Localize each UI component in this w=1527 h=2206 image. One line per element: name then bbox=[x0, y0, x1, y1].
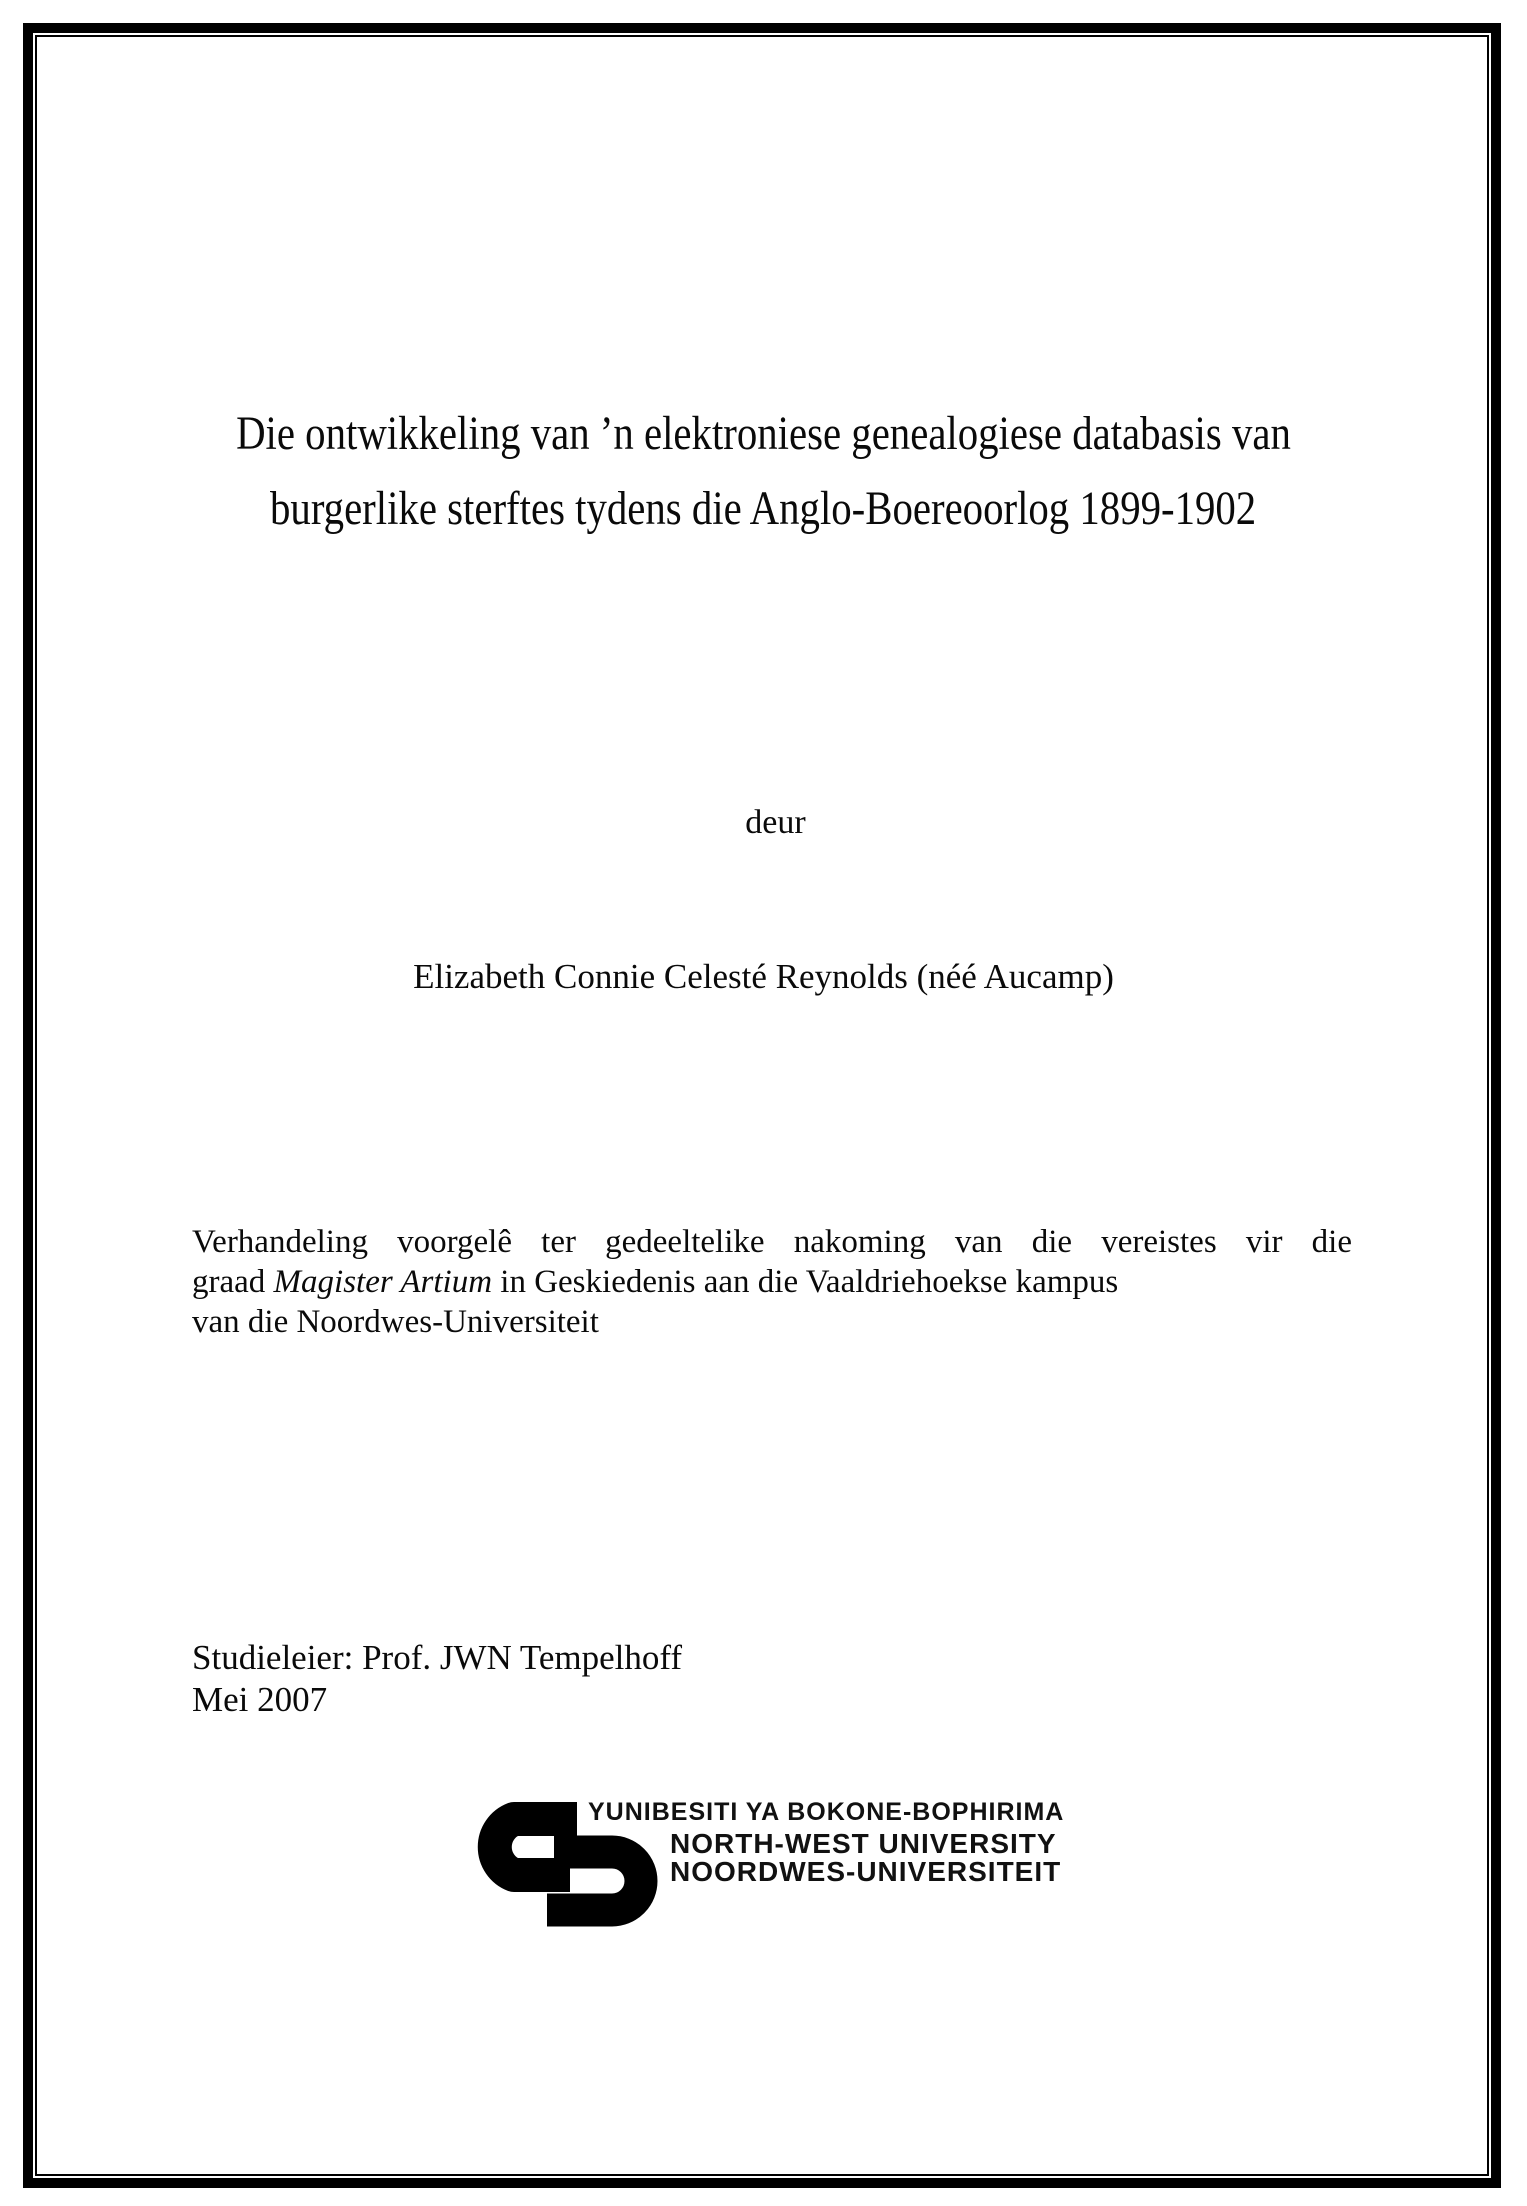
declaration-line-3: van die Noordwes-Universiteit bbox=[192, 1304, 599, 1340]
byline-preposition: deur bbox=[745, 804, 806, 841]
thesis-title-line-1: Die ontwikkeling van ’n elektroniese genealogiese databasis van bbox=[236, 407, 1291, 460]
logo-text-english: NORTH-WEST UNIVERSITY bbox=[670, 1828, 1057, 1859]
thesis-title bbox=[0, 396, 1527, 546]
declaration-line-1: Verhandeling voorgelê ter gedeeltelike nakoming van die vereistes vir die bbox=[192, 1224, 1352, 1260]
supervisor-block bbox=[192, 1637, 682, 1721]
degree-name-italic: Magister Artium bbox=[273, 1264, 493, 1300]
declaration-paragraph bbox=[192, 1222, 1352, 1342]
declaration-line-2 bbox=[192, 1262, 1352, 1302]
declaration-line-2-post: in Geskiedenis aan die Vaaldriehoekse kampus bbox=[492, 1264, 1119, 1300]
declaration-line-2-pre: graad bbox=[192, 1264, 274, 1300]
date-line: Mei 2007 bbox=[192, 1680, 328, 1719]
supervisor-line: Studieleier: Prof. JWN Tempelhoff bbox=[192, 1638, 683, 1677]
logo-text-setswana: YUNIBESITI YA BOKONE-BOPHIRIMA bbox=[588, 1798, 1065, 1826]
author-name: Elizabeth Connie Celesté Reynolds (néé Aucamp) bbox=[413, 957, 1114, 996]
thesis-title-line-2: burgerlike sterftes tydens die Anglo-Boereoorlog 1899-1902 bbox=[270, 482, 1257, 535]
logo-text-afrikaans: NOORDWES-UNIVERSITEIT bbox=[670, 1856, 1062, 1887]
